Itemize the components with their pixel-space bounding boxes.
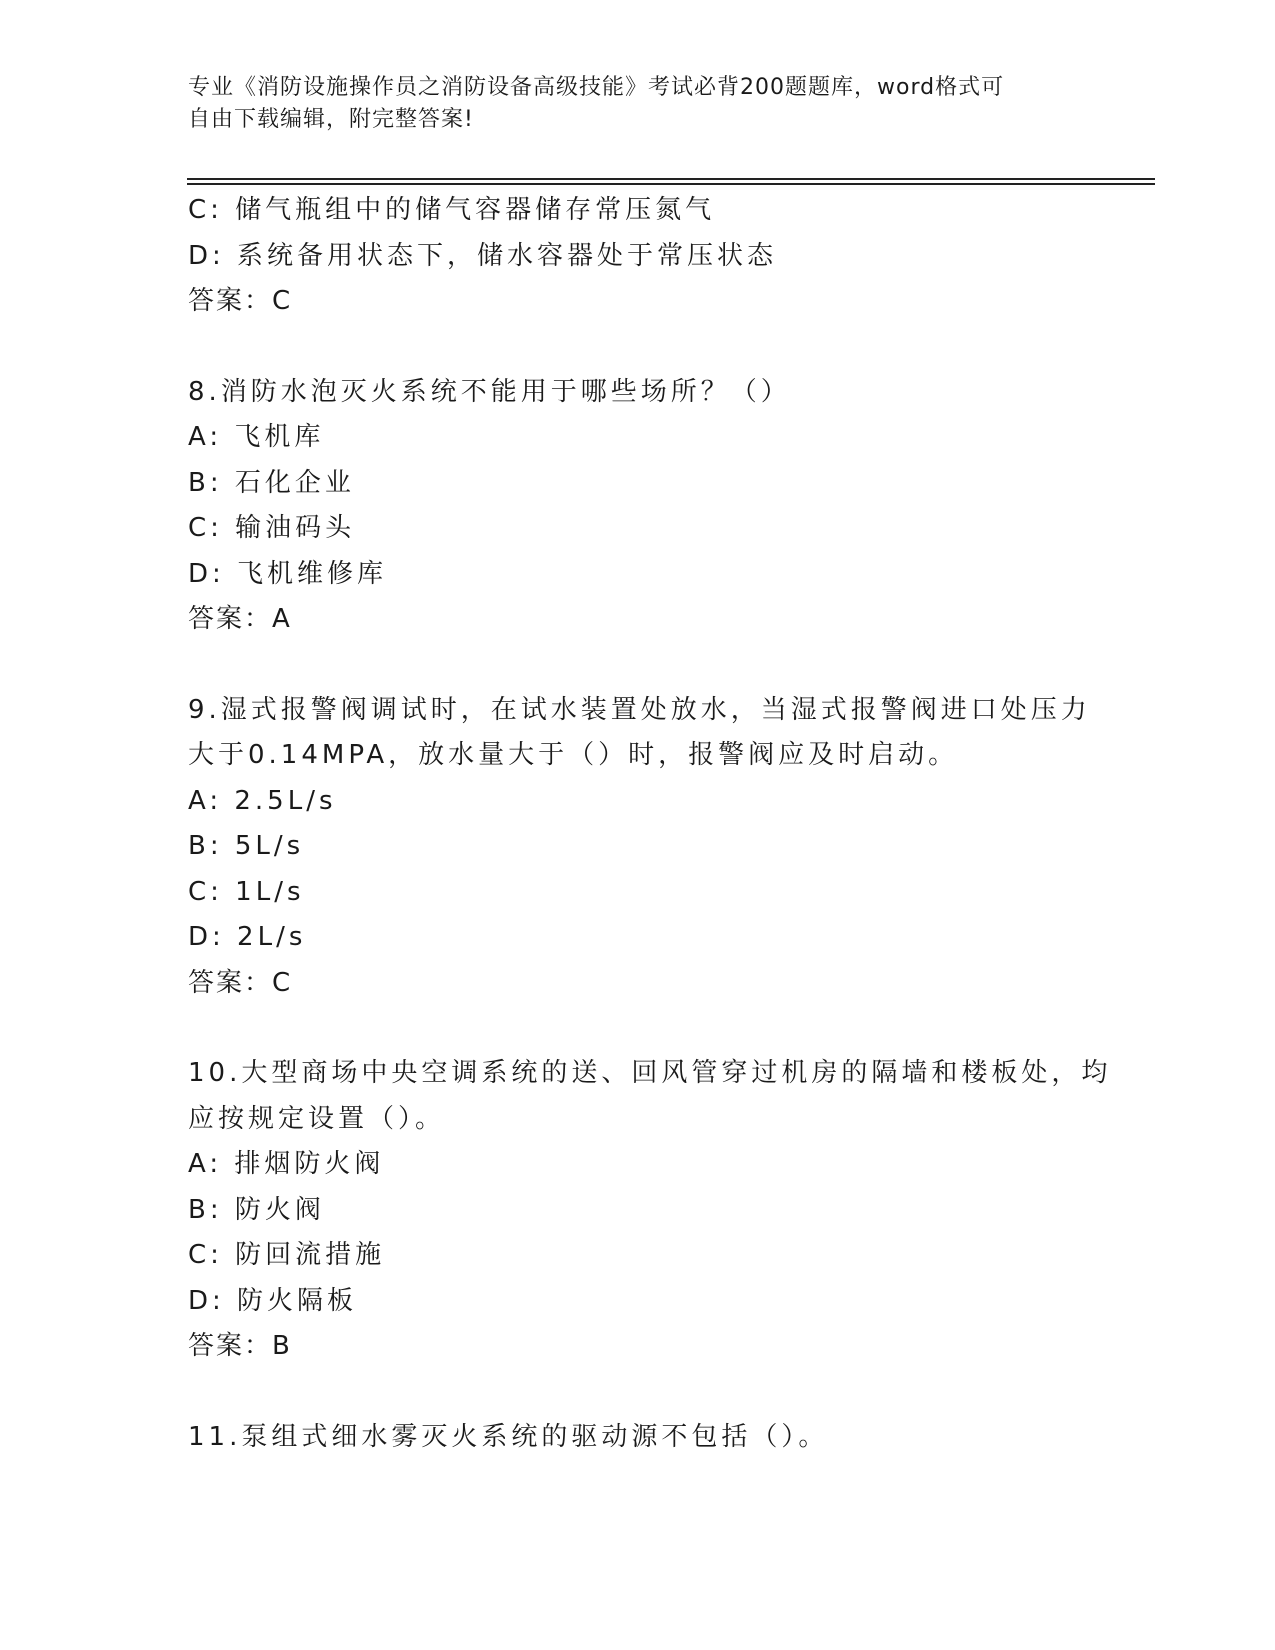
document-header bbox=[188, 72, 1068, 136]
question-stem-line-2: 大于0.14MPA，放水量大于（）时，报警阀应及时启动。 bbox=[188, 740, 959, 770]
spacer bbox=[188, 1370, 1088, 1415]
question-block-9 bbox=[188, 688, 1091, 1007]
spacer bbox=[188, 325, 1088, 370]
question-block-11 bbox=[188, 1415, 1088, 1461]
header-title-line-2: 自由下载编辑，附完整答案! bbox=[188, 107, 474, 132]
option-c: C: 防回流措施 bbox=[188, 1240, 386, 1270]
option-d: D: 飞机维修库 bbox=[188, 558, 388, 589]
header-divider-top bbox=[187, 178, 1155, 180]
option-d: D: 系统备用状态下，储水容器处于常压状态 bbox=[188, 240, 778, 271]
question-stem-line-1: 10.大型商场中央空调系统的送、回风管穿过机房的隔墙和楼板处，均 bbox=[188, 1058, 1112, 1088]
header-divider-bottom bbox=[187, 183, 1155, 185]
answer-label: 答案：C bbox=[188, 967, 293, 998]
option-b: B: 防火阀 bbox=[188, 1194, 325, 1225]
question-stem-line-1: 9.湿式报警阀调试时，在试水装置处放水，当湿式报警阀进口处压力 bbox=[188, 694, 1091, 725]
option-c: C: 输油码头 bbox=[188, 513, 356, 543]
option-a: A: 飞机库 bbox=[188, 422, 325, 452]
question-block-8 bbox=[188, 370, 1088, 643]
answer-label: 答案：A bbox=[188, 604, 292, 634]
header-title-line-1: 专业《消防设施操作员之消防设备高级技能》考试必背200题题库，word格式可 bbox=[188, 75, 1005, 100]
question-list bbox=[188, 188, 1112, 1460]
question-stem-line-2: 应按规定设置（）。 bbox=[188, 1103, 446, 1134]
spacer bbox=[188, 643, 1088, 688]
option-a: A: 排烟防火阀 bbox=[188, 1149, 385, 1179]
answer-label: 答案：C bbox=[188, 286, 293, 316]
question-block-7-continued bbox=[188, 188, 1088, 325]
spacer bbox=[188, 1006, 1088, 1051]
option-d: D: 防火隔板 bbox=[188, 1285, 358, 1316]
option-c: C: 1L/s bbox=[188, 876, 305, 907]
option-c: C: 储气瓶组中的储气容器储存常压氮气 bbox=[188, 195, 716, 225]
question-stem: 11.泵组式细水雾灭火系统的驱动源不包括（）。 bbox=[188, 1421, 829, 1452]
option-a: A: 2.5L/s bbox=[188, 785, 337, 816]
question-stem: 8.消防水泡灭火系统不能用于哪些场所？（） bbox=[188, 376, 791, 407]
option-b: B: 石化企业 bbox=[188, 467, 355, 498]
option-b: B: 5L/s bbox=[188, 831, 305, 861]
question-block-10 bbox=[188, 1051, 1112, 1370]
option-d: D: 2L/s bbox=[188, 922, 307, 952]
answer-label: 答案：B bbox=[188, 1331, 292, 1361]
